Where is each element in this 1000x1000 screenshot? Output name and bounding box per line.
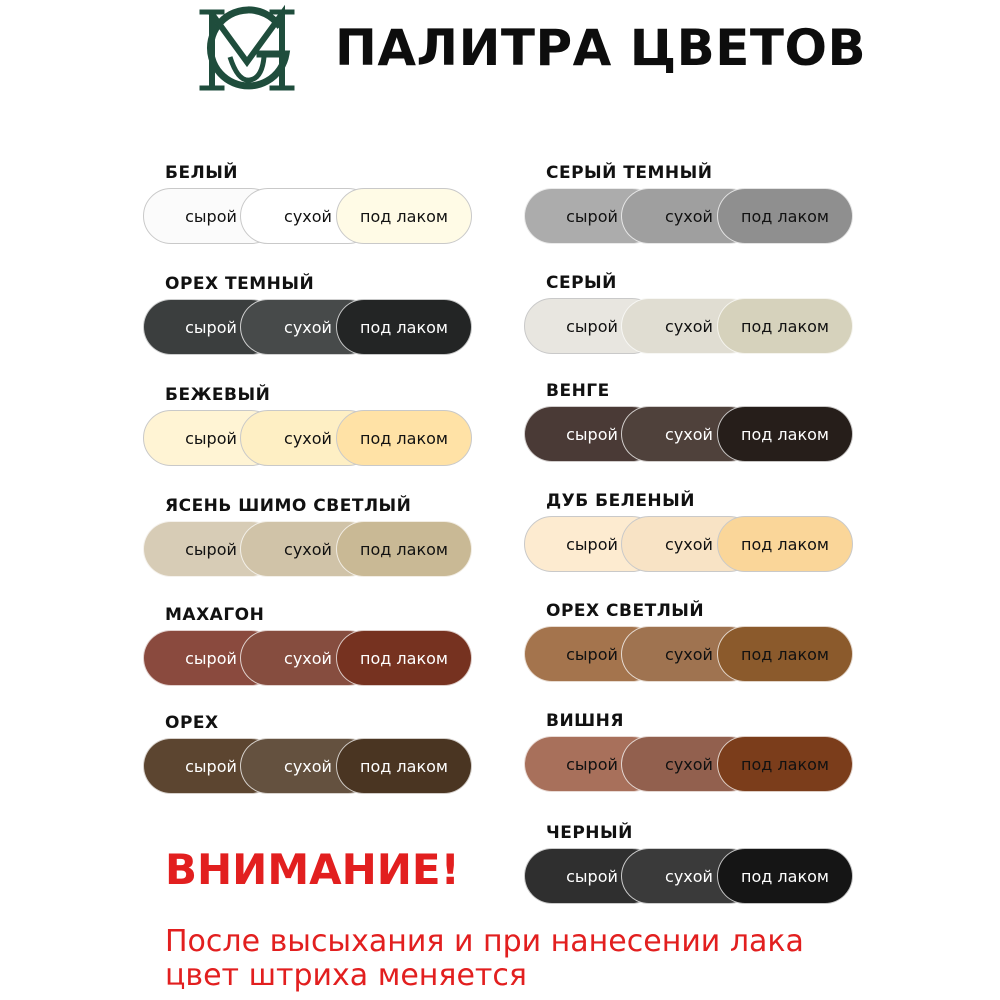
swatch-raw: сырой: [524, 736, 660, 792]
swatch-dry: сухой: [621, 626, 757, 682]
swatch-raw: сырой: [143, 738, 279, 794]
swatch-dry: сухой: [621, 848, 757, 904]
swatch-row: [524, 188, 864, 246]
color-name: БЕЛЫЙ: [165, 163, 239, 183]
color-name: МАХАГОН: [165, 605, 265, 625]
color-group: [143, 495, 483, 579]
swatch-lacquered: под лаком: [717, 298, 853, 354]
swatch-lacquered: под лаком: [336, 410, 472, 466]
swatch-raw: сырой: [524, 188, 660, 244]
swatch-lacquered: под лаком: [717, 406, 853, 462]
swatch-raw: сырой: [143, 630, 279, 686]
color-group: [524, 490, 864, 574]
swatch-row: [143, 410, 483, 468]
color-name: ОРЕХ ТЕМНЫЙ: [165, 274, 315, 294]
swatch-raw: сырой: [143, 188, 279, 244]
swatch-dry: сухой: [240, 630, 376, 686]
swatch-lacquered: под лаком: [336, 738, 472, 794]
color-group: [524, 600, 864, 684]
color-group: [143, 712, 483, 796]
color-name: ОРЕХ: [165, 713, 219, 733]
swatch-dry: сухой: [240, 188, 376, 244]
swatch-raw: сырой: [524, 848, 660, 904]
swatch-dry: сухой: [240, 299, 376, 355]
color-name: ВИШНЯ: [546, 711, 625, 731]
swatch-lacquered: под лаком: [717, 848, 853, 904]
warning-title: ВНИМАНИЕ!: [165, 845, 460, 894]
swatch-row: [524, 406, 864, 464]
swatch-lacquered: под лаком: [336, 630, 472, 686]
swatch-dry: сухой: [621, 188, 757, 244]
swatch-lacquered: под лаком: [336, 521, 472, 577]
swatch-row: [524, 626, 864, 684]
swatch-row: [524, 516, 864, 574]
color-group: [143, 604, 483, 688]
color-group: [143, 273, 483, 357]
color-group: [524, 162, 864, 246]
swatch-row: [524, 298, 864, 356]
color-group: [143, 384, 483, 468]
swatch-raw: сырой: [524, 516, 660, 572]
color-name: ЯСЕНЬ ШИМО СВЕТЛЫЙ: [165, 496, 412, 516]
swatch-raw: сырой: [524, 406, 660, 462]
swatch-raw: сырой: [143, 410, 279, 466]
page-title: ПАЛИТРА ЦВЕТОВ: [335, 19, 867, 77]
mg-monogram-logo-icon: [190, 2, 305, 97]
color-name: БЕЖЕВЫЙ: [165, 385, 271, 405]
color-name: СЕРЫЙ: [546, 273, 617, 293]
color-group: [143, 162, 483, 246]
swatch-row: [524, 848, 864, 906]
warning-note: После высыхания и при нанесении лака цвет штриха меняется: [165, 924, 804, 993]
swatch-row: [143, 738, 483, 796]
swatch-lacquered: под лаком: [336, 188, 472, 244]
color-group: [524, 380, 864, 464]
swatch-lacquered: под лаком: [717, 736, 853, 792]
swatch-dry: сухой: [240, 410, 376, 466]
swatch-lacquered: под лаком: [717, 188, 853, 244]
color-group: [524, 710, 864, 794]
swatch-row: [143, 299, 483, 357]
swatch-lacquered: под лаком: [717, 626, 853, 682]
swatch-row: [143, 188, 483, 246]
color-group: [524, 272, 864, 356]
color-name: СЕРЫЙ ТЕМНЫЙ: [546, 163, 713, 183]
swatch-dry: сухой: [621, 298, 757, 354]
color-group: [524, 822, 864, 906]
swatch-row: [143, 630, 483, 688]
swatch-raw: сырой: [524, 626, 660, 682]
swatch-row: [524, 736, 864, 794]
swatch-dry: сухой: [240, 738, 376, 794]
color-name: ЧЕРНЫЙ: [546, 823, 633, 843]
swatch-dry: сухой: [621, 736, 757, 792]
swatch-dry: сухой: [621, 406, 757, 462]
color-name: ВЕНГЕ: [546, 381, 610, 401]
swatch-lacquered: под лаком: [717, 516, 853, 572]
swatch-dry: сухой: [621, 516, 757, 572]
swatch-raw: сырой: [143, 521, 279, 577]
swatch-raw: сырой: [143, 299, 279, 355]
color-name: ОРЕХ СВЕТЛЫЙ: [546, 601, 705, 621]
swatch-row: [143, 521, 483, 579]
swatch-raw: сырой: [524, 298, 660, 354]
swatch-lacquered: под лаком: [336, 299, 472, 355]
color-name: ДУБ БЕЛЕНЫЙ: [546, 491, 695, 511]
header: [0, 0, 1000, 110]
swatch-dry: сухой: [240, 521, 376, 577]
